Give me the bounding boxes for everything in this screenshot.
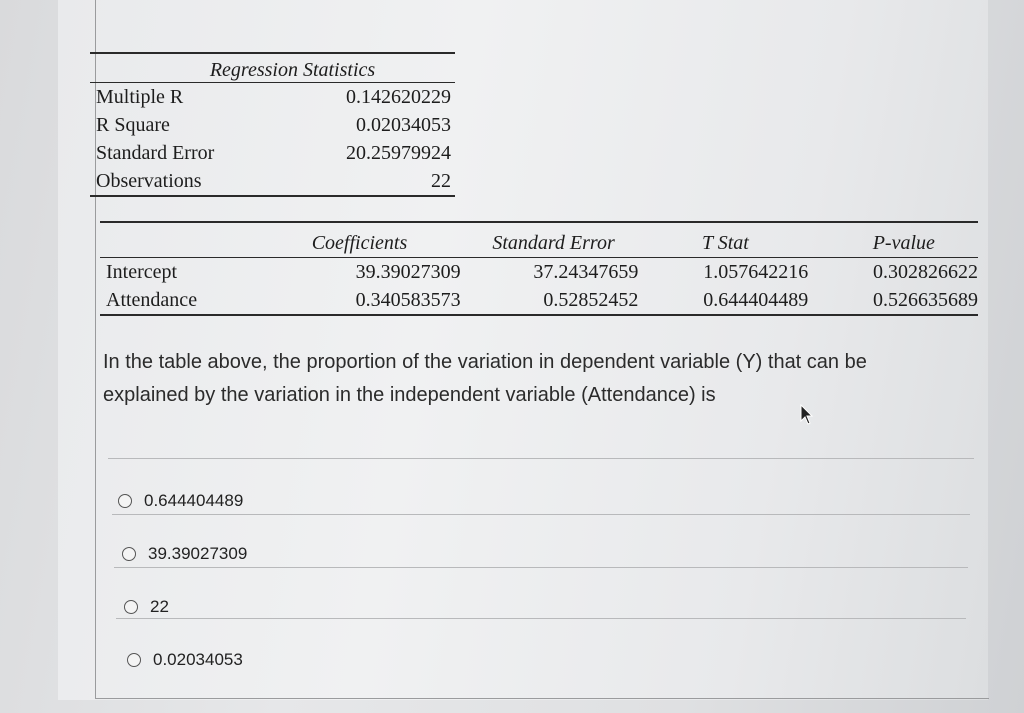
stat-label: Observations [96,170,202,192]
table-row [90,167,455,195]
answer-options [118,474,247,686]
question-line-2: explained by the variation in the independent variable (Attendance) is [103,384,716,406]
radio-unchecked-icon[interactable] [122,547,136,561]
table-cell: 0.302826622 [873,261,979,283]
column-header [100,223,263,257]
regression-statistics-title: Regression Statistics [209,59,376,81]
divider [114,567,968,568]
stat-label: Multiple R [96,86,184,108]
regression-statistics-table [90,52,455,197]
radio-unchecked-icon[interactable] [124,600,138,614]
table-row [100,258,978,286]
column-header-coefficients: Coefficients [311,232,408,254]
row-label: Intercept [106,261,178,283]
divider [116,618,966,619]
coefficients-header-row [100,223,978,257]
divider [108,458,974,459]
table-bottom-rule [100,314,978,316]
table-row [90,83,455,111]
table-cell: 0.644404489 [703,289,809,311]
stat-value: 0.142620229 [346,86,451,108]
option-label[interactable]: 22 [150,596,169,616]
mouse-pointer-icon [800,404,814,426]
option-label[interactable]: 39.39027309 [148,543,248,563]
table-bottom-rule [90,195,455,197]
table-row [100,286,978,314]
column-header-standard-error: Standard Error [492,232,615,254]
stat-label: Standard Error [96,142,215,164]
stat-value: 20.25979924 [346,142,451,164]
option-item[interactable] [124,580,247,633]
table-cell: 0.526635689 [873,289,979,311]
question-text [103,346,963,412]
radio-unchecked-icon[interactable] [118,494,132,508]
row-label: Attendance [106,289,198,311]
stat-value: 22 [431,170,451,192]
option-label[interactable]: 0.644404489 [144,490,244,510]
table-cell: 0.340583573 [355,289,461,311]
stat-label: R Square [96,114,170,136]
table-cell: 37.24347659 [533,261,639,283]
stat-value: 0.02034053 [356,114,451,136]
coefficients-table [100,221,978,316]
table-cell: 0.52852452 [543,289,639,311]
table-row [90,139,455,167]
table-cell: 39.39027309 [355,261,461,283]
option-label[interactable]: 0.02034053 [153,649,243,669]
table-row [90,111,455,139]
radio-unchecked-icon[interactable] [127,653,141,667]
column-header-p-value: P-value [872,232,935,254]
option-item[interactable] [118,474,247,527]
option-item[interactable] [127,633,247,686]
option-item[interactable] [122,527,247,580]
divider [112,514,970,515]
table-cell: 1.057642216 [703,261,809,283]
column-header-t-stat: T Stat [701,232,749,254]
question-line-1: In the table above, the proportion of the variation in dependent variable (Y) that can be [103,351,867,373]
